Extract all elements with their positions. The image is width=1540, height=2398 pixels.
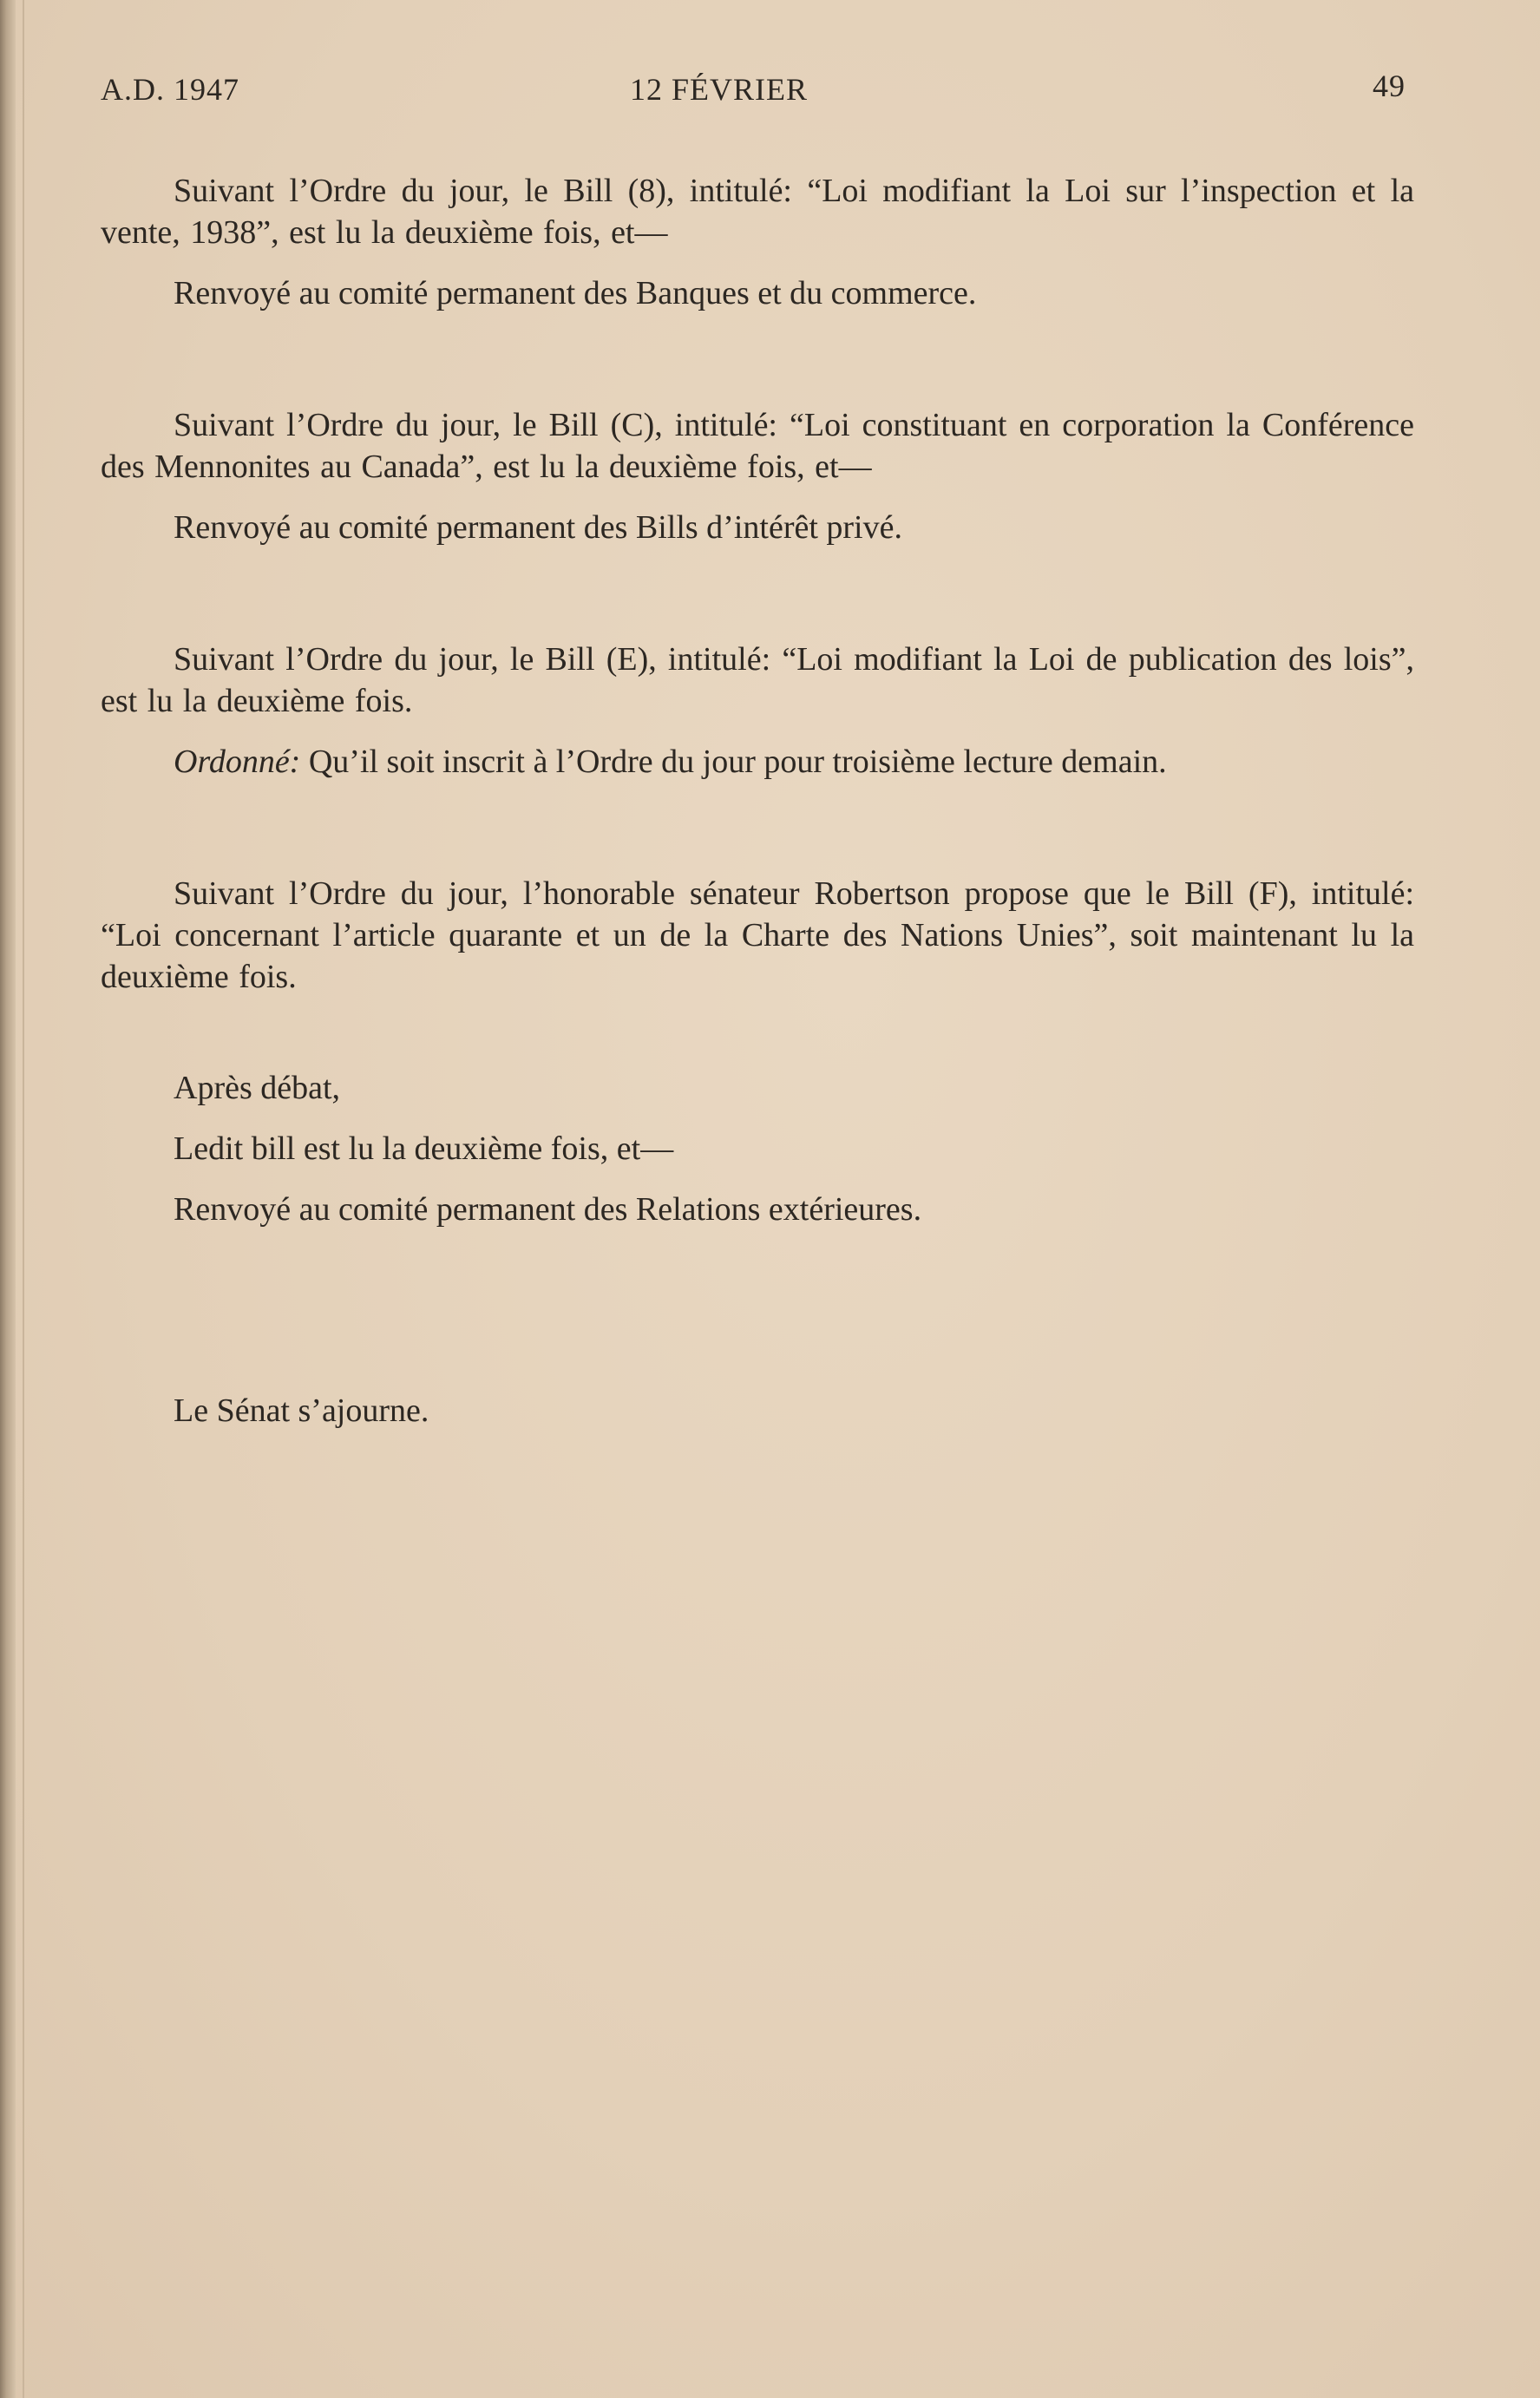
entry-3-action: Qu’il soit inscrit à l’Ordre du jour pour troisième lecture demain. xyxy=(308,744,1167,780)
entry-3-intro: Suivant l’Ordre du jour, le Bill (E), intitulé: “Loi modifiant la Loi de publication des lois”, est lu la deuxième fois. xyxy=(101,641,1414,719)
entry-3-order xyxy=(101,741,1414,783)
entry-2-intro: Suivant l’Ordre du jour, le Bill (C), intitulé: “Loi constituant en corporation la Conférence des Mennonites au Canada”, est lu la deuxième fois, et— xyxy=(101,407,1414,485)
running-head-year: A.D. 1947 xyxy=(101,72,239,107)
binding-line xyxy=(23,0,24,2398)
entry-4-reading: Ledit bill est lu la deuxième fois, et— xyxy=(174,1130,674,1167)
page-body xyxy=(101,170,1414,1432)
entry-1-intro: Suivant l’Ordre du jour, le Bill (8), intitulé: “Loi modifiant la Loi sur l’inspection et la vente, 1938”, est lu la deuxième fois, et— xyxy=(101,173,1414,251)
running-head-date: 12 FÉVRIER xyxy=(630,72,809,107)
entry-4-intro: Suivant l’Ordre du jour, l’honorable sénateur Robertson propose que le Bill (F), intitulé: “Loi concernant l’article quarante et un de la Charte des Nations Unies”, soit maintenant lu la deuxième fois. xyxy=(101,875,1414,995)
entry-4-action: Renvoyé au comité permanent des Relations extérieures. xyxy=(174,1191,922,1228)
adjournment: Le Sénat s’ajourne. xyxy=(174,1392,429,1429)
ordered-label: Ordonné: xyxy=(174,744,301,780)
entry-2-action: Renvoyé au comité permanent des Bills d’intérêt privé. xyxy=(174,509,902,546)
entry-4-debate: Après débat, xyxy=(174,1070,341,1106)
entry-1-action: Renvoyé au comité permanent des Banques et du commerce. xyxy=(174,275,977,311)
binding-edge xyxy=(0,0,16,2398)
page-number: 49 xyxy=(1373,69,1406,103)
